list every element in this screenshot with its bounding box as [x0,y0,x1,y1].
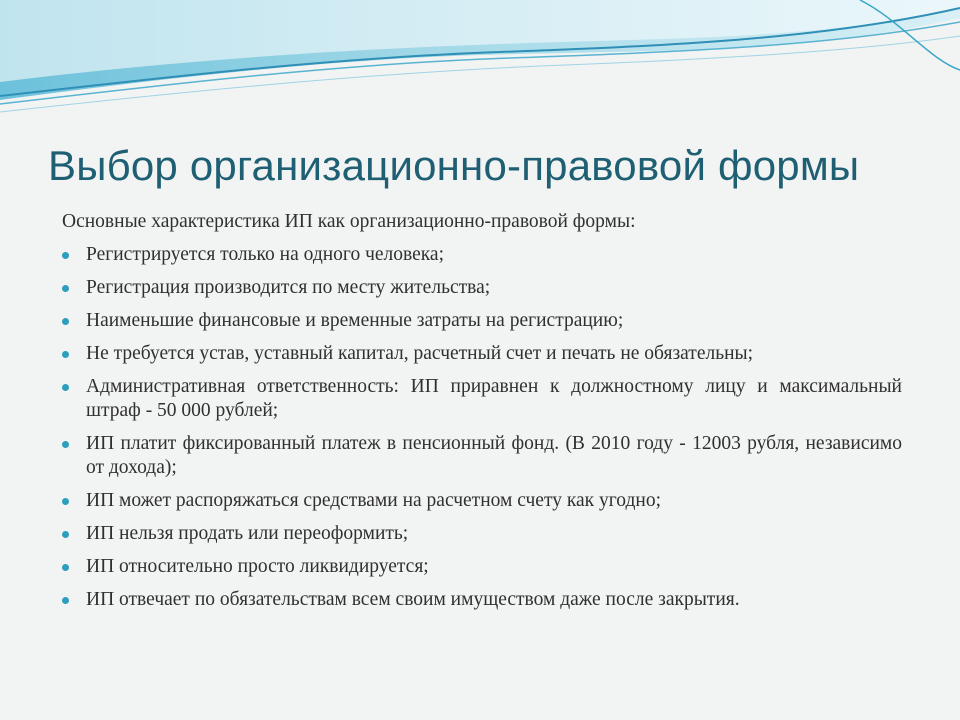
bullet-dot-icon [62,531,69,538]
slide-content [62,210,902,621]
bullet-item [62,432,902,480]
bullet-item [62,555,902,579]
bullet-text: ИП относительно просто ликвидируется; [86,556,429,577]
bullet-item [62,522,902,546]
bullet-dot-icon [62,564,69,571]
bullet-text: Регистрируется только на одного человека; [86,244,445,265]
bullet-text: Наименьшие финансовые и временные затраты на регистрацию; [86,310,624,331]
bullet-text: ИП может распоряжаться средствами на расчетном счету как угодно; [86,490,661,511]
bullet-dot-icon [62,597,69,604]
bullet-item [62,489,902,513]
bullet-list [62,243,902,612]
intro-text: Основные характеристика ИП как организационно-правовой формы: [62,211,636,232]
bullet-dot-icon [62,351,69,358]
bullet-dot-icon [62,285,69,292]
bullet-item [62,276,902,300]
bullet-dot-icon [62,498,69,505]
bullet-text: ИП платит фиксированный платеж в пенсионный фонд. (В 2010 году - 12003 рубля, независимо от дохода); [86,433,902,478]
bullet-text: Регистрация производится по месту жительства; [86,277,491,298]
bullet-item [62,375,902,423]
bullet-item [62,342,902,366]
bullet-item [62,588,902,612]
bullet-item [62,309,902,333]
bullet-item [62,243,902,267]
bullet-dot-icon [62,384,69,391]
bullet-text: Не требуется устав, уставный капитал, расчетный счет и печать не обязательны; [86,343,754,364]
bullet-dot-icon [62,318,69,325]
bullet-text: ИП нельзя продать или переоформить; [86,523,409,544]
bullet-text: ИП отвечает по обязательствам всем своим имуществом даже после закрытия. [86,589,740,610]
bullet-dot-icon [62,252,69,259]
decorative-wave-header [0,0,960,120]
slide-title: Выбор организационно-правовой формы [48,142,860,189]
bullet-dot-icon [62,441,69,448]
bullet-text: Административная ответственность: ИП приравнен к должностному лицу и максимальный штраф - 50 000 рублей; [86,376,902,421]
